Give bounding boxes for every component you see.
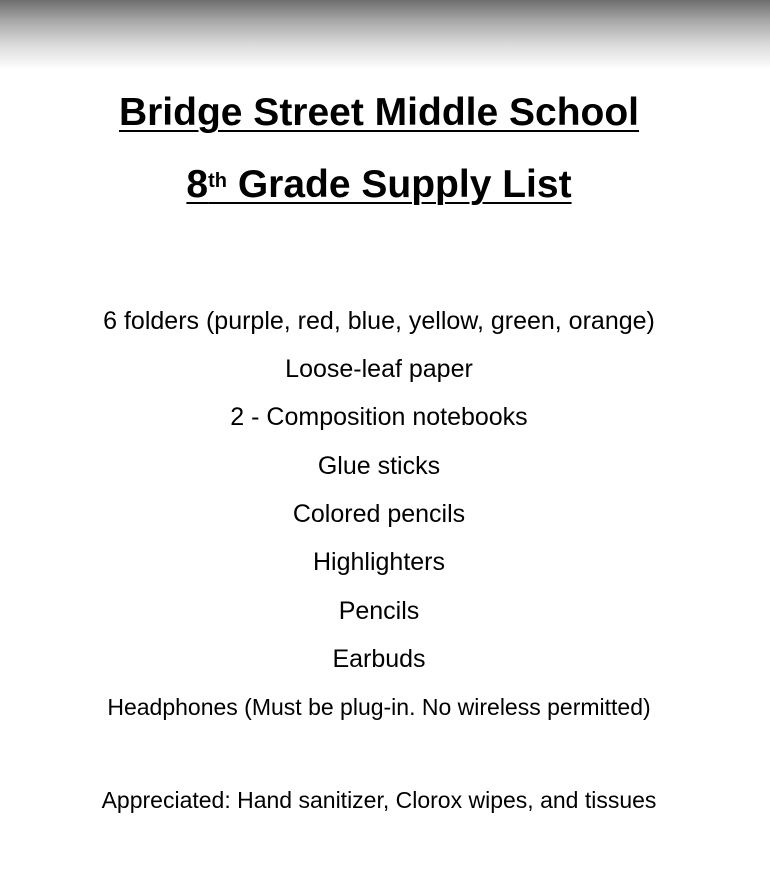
supply-item-notebooks: 2 - Composition notebooks [230,403,528,431]
supply-item-glue-sticks: Glue sticks [317,452,441,480]
school-name-heading: Bridge Street Middle School [118,91,640,134]
supply-item-headphones: Headphones (Must be plug-in. No wireless permitted) [107,694,651,720]
grade-number: 8 [186,163,209,206]
grade-suffix: th [208,170,227,192]
supply-item-earbuds: Earbuds [332,645,426,673]
supply-item-highlighters: Highlighters [312,548,445,576]
supply-item-pencils: Pencils [338,597,420,625]
supply-item-folders: 6 folders (purple, red, blue, yellow, green, orange) [103,307,655,335]
supply-list-heading [0,163,758,207]
list-title: Grade Supply List [227,163,572,206]
supply-item-colored-pencils: Colored pencils [292,500,466,528]
supply-item-paper: Loose-leaf paper [285,355,473,383]
appreciated-items: Appreciated: Hand sanitizer, Clorox wipes, and tissues [101,787,657,813]
